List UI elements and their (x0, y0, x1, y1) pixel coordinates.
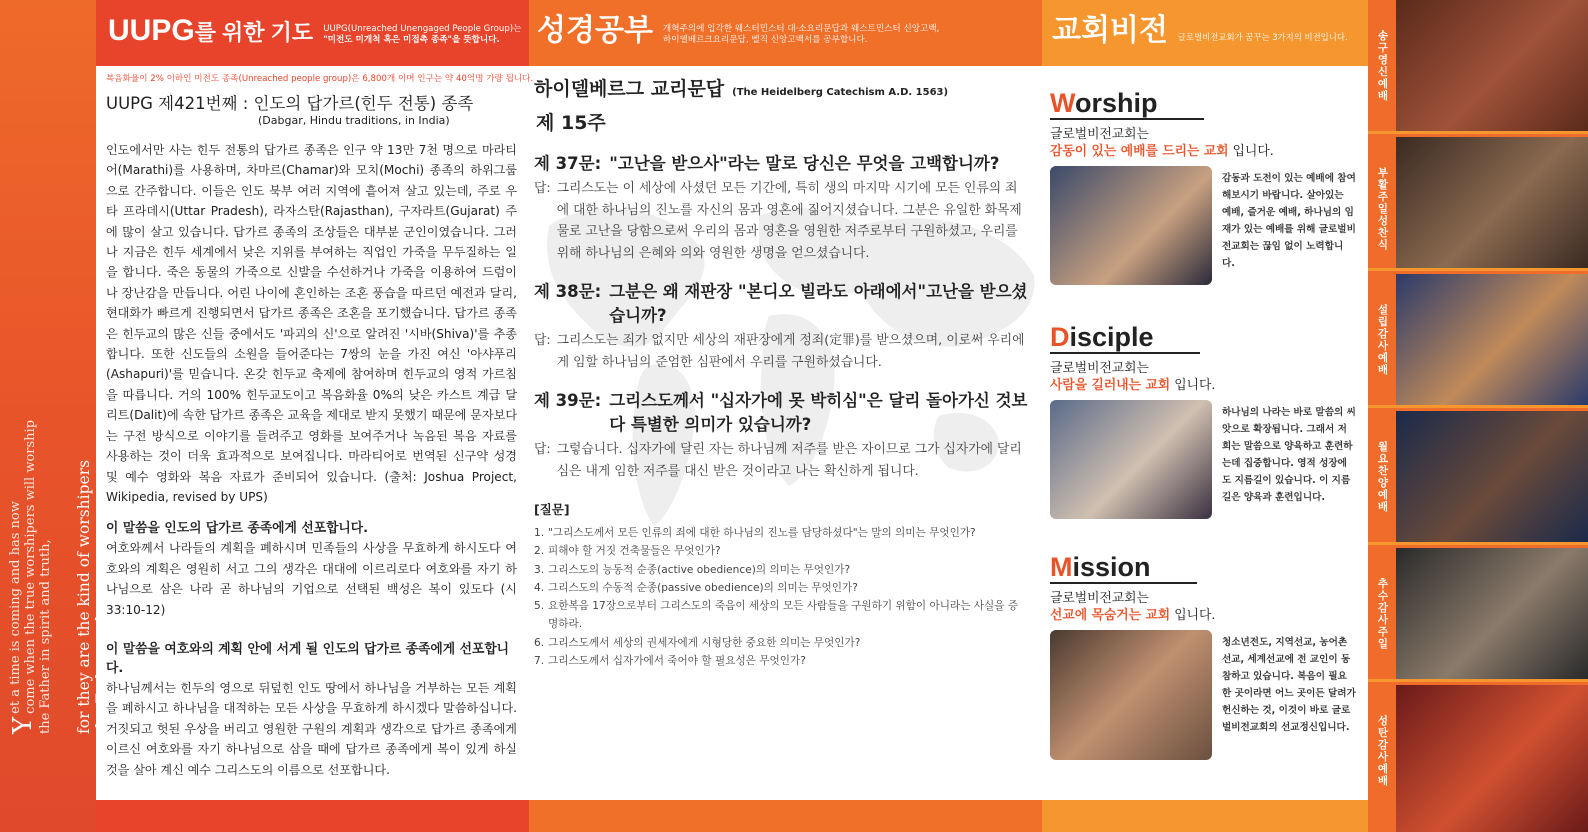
vision-row (1050, 630, 1356, 760)
verse-drop-cap: Y (8, 716, 38, 734)
vision-highlight: 감동이 있는 예배를 드리는 교회 (1050, 144, 1229, 159)
proclaim-text-1: 여호와께서 나라들의 계획을 폐하시며 민족들의 사상을 무효하게 하시도다 여호와의 계획은 영원히 서고 그의 생각은 대대에 이르리로다 여호와를 자기 하나님으로 삼은 나라 곧 하나님의 기업으로 선택된 백성은 복이 있도다 (시 33:10-12) (106, 541, 517, 617)
event-photo (1396, 685, 1588, 832)
list-item: 3. 그리스도의 능동적 순종(active obedience)의 의미는 무엇인가? (534, 561, 1028, 579)
photo-panel (1368, 548, 1588, 682)
vision-desc: 청소년전도, 지역선교, 농어촌선교, 세계선교에 전 교인이 동참하고 있습니다. 복음이 필요한 곳이라면 어느 곳이든 달려가 헌신하는 것, 이것이 바로 글로벌비전교회의 선교정신입니다. (1222, 637, 1356, 733)
vision-suffix: 입니다. (1232, 144, 1274, 159)
disciple-photo (1050, 400, 1212, 519)
vision-heading-rest: ission (1072, 552, 1151, 582)
vision-suffix: 입니다. (1174, 608, 1216, 623)
uupg-subtitle: (Dabgar, Hindu traditions, in India) (258, 114, 450, 127)
vision-column (1042, 66, 1368, 800)
proclaim-heading-2: 이 말씀을 여호와의 계획 안에 서게 될 인도의 답가르 종족에게 선포합니다. (106, 641, 510, 676)
vision-row (1050, 400, 1356, 519)
photo-panel (1368, 274, 1588, 408)
event-photo (1396, 548, 1588, 679)
list-item: 4. 그리스도의 수동적 순종(passive obedience)의 의미는 무엇인가? (534, 579, 1028, 597)
answer-text: 그렇습니다. 십자가에 달린 자는 하나님께 저주를 받은 자이므로 그가 십자가에 달리심은 내게 임한 저주를 대신 받은 것이라고 나는 확신하게 됩니다. (556, 442, 1022, 479)
question-39 (534, 389, 1028, 437)
vision-header (1042, 0, 1368, 66)
question-text: "고난을 받으사"라는 말로 당신은 무엇을 고백합니까? (609, 154, 1000, 173)
photo-label: 부활주일성찬식 (1377, 167, 1389, 251)
uupg-header-desc-1: UUPG(Unreached Unengaged People Group)는 (323, 24, 522, 34)
answer-prefix: 답: (534, 181, 551, 196)
list-item: 2. 피해야 할 거짓 건축물들은 무엇인가? (534, 542, 1028, 560)
vision-mission (1050, 552, 1356, 792)
catechism-title-ko: 하이델베르그 교리문답 (534, 78, 725, 100)
vision-heading-first: M (1050, 552, 1073, 582)
question-number: 제 38문: (534, 282, 602, 301)
footer-bar-1 (96, 800, 529, 832)
question-text: 그분은 왜 재판장 "본디오 빌라도 아래에서"고난을 받으셨습니까? (609, 282, 1028, 325)
vision-heading (1050, 322, 1200, 354)
vision-heading-rest: orship (1075, 88, 1158, 118)
verse-line: the Father in spirit and truth, (38, 539, 53, 734)
vision-worship (1050, 88, 1356, 328)
uupg-notice: 복음화율이 2% 이하인 미전도 종족(Unreached people group)은 6,800개 이며 인구는 약 40억명 가량 됩니다. (106, 74, 534, 84)
catechism-title (534, 76, 1028, 106)
question-item-text: 그리스도께서 세상의 권세자에게 시형당한 중요한 의미는 무엇인가? (548, 636, 861, 649)
catechism-week: 제 15주 (536, 112, 606, 134)
uupg-title: UUPG 제421번째 : 인도의 답가르(힌두 전통) 종족 (106, 94, 474, 113)
vision-heading-first: D (1050, 322, 1070, 352)
question-item-text: 그리스도의 능동적 순종(active obedience)의 의미는 무엇인가? (548, 563, 851, 576)
event-photo (1396, 274, 1588, 405)
photo-panel (1368, 137, 1588, 271)
catechism-column (529, 66, 1042, 800)
list-item: 6. 그리스도께서 세상의 권세자에게 시형당한 중요한 의미는 무엇인가? (534, 634, 1028, 652)
vision-disciple (1050, 322, 1356, 562)
uupg-title-a: UUPG (108, 14, 195, 47)
uupg-header (96, 0, 529, 66)
vision-heading-rest: isciple (1069, 322, 1154, 352)
question-item-text: 그리스도께서 십자가에서 죽어야 할 필요성은 무엇인가? (548, 655, 806, 668)
proclaim-heading-1: 이 말씀을 인도의 답가르 종족에게 선포합니다. (106, 521, 369, 537)
question-38 (534, 280, 1028, 328)
vision-title: 교회비전 (1052, 14, 1168, 47)
footer-bar-3 (1042, 800, 1368, 832)
list-item: 5. 요한복음 17장으로부터 그리스도의 죽음이 세상의 모든 사람들을 구원하기 위함이 아니라는 사실을 증명하라. (534, 597, 1028, 634)
vision-suffix: 입니다. (1174, 378, 1216, 393)
proclaim-text-2: 하나님께서는 힌두의 영으로 뒤덮힌 인도 땅에서 하나님을 거부하는 모든 계획을 폐하시고 하나님을 대적하는 모든 사상을 무효하게 하시겠다 말씀하십니다. 거짓되고 헛된 우상을 버리고 영원한 구원의 계획과 생각으로 답가르 종족에게 이르신 여호와를 자기 하나님으로 삼을 때에 답가르 종족에게 복이 있게 하실 것을 살아 계신 예수 그리스도의 이름으로 선포합니다. (106, 680, 517, 777)
bible-study-title: 성경공부 (537, 14, 653, 47)
answer-37 (534, 178, 1028, 264)
question-item-text: 피해야 할 거짓 건축물들은 무엇인가? (548, 545, 721, 558)
verse-reference: [John 4:23] (97, 531, 110, 594)
uupg-header-title (108, 14, 313, 50)
vision-heading (1050, 88, 1204, 120)
bible-study-desc (663, 24, 939, 46)
question-item-text: 요한복음 17장으로부터 그리스도의 죽음이 세상의 모든 사람들을 구원하기 위함이 아니라는 사실을 증명하라. (548, 600, 1019, 631)
list-item: 1. "그리스도께서 모든 인류의 죄에 대한 하나님의 진노를 담당하셨다"는 말의 의미는 무엇인가? (534, 524, 1028, 542)
vision-intro (1050, 590, 1356, 624)
verse-line: for they are the kind of worshipers (75, 459, 93, 734)
vision-highlight: 선교에 목숨거는 교회 (1050, 608, 1171, 623)
uupg-header-desc (323, 24, 521, 46)
vision-desc: 하나님의 나라는 바로 말씀의 씨앗으로 확장됩니다. 그래서 저희는 말씀으로 양육하고 훈련하는데 집중합니다. 영적 성장에도 지름길이 있습니다. 이 지름길은 양육과 훈련입니다. (1222, 407, 1356, 503)
vision-intro (1050, 360, 1356, 394)
vision-highlight: 사람을 길러내는 교회 (1050, 378, 1171, 393)
answer-text: 그리스도는 죄가 없지만 세상의 재판장에게 정죄(定罪)를 받으셨으며, 이로써 우리에게 임할 하나님의 준엄한 심판에서 우리를 구원하셨습니다. (556, 333, 1025, 370)
uupg-column (96, 66, 534, 800)
event-photo (1396, 137, 1588, 268)
vision-intro (1050, 126, 1356, 160)
vision-church-prefix: 글로벌비전교회는 (1050, 127, 1149, 142)
verse-text (0, 0, 111, 832)
photo-label: 성탄감사예배 (1377, 715, 1389, 787)
vision-row (1050, 166, 1356, 285)
list-item: 7. 그리스도께서 십자가에서 죽어야 할 필요성은 무엇인가? (534, 652, 1028, 670)
photo-label: 월요찬양예배 (1377, 441, 1389, 513)
questions-title: [질문] (534, 502, 570, 517)
photo-panel (1368, 685, 1588, 832)
mission-photo (1050, 630, 1212, 760)
vision-heading-first: W (1050, 88, 1075, 118)
vision-church-prefix: 글로벌비전교회는 (1050, 361, 1149, 376)
question-number: 제 39문: (534, 391, 602, 410)
answer-prefix: 답: (534, 333, 551, 348)
question-37 (534, 152, 1028, 176)
photo-label: 송구영신예배 (1377, 30, 1389, 102)
answer-38 (534, 330, 1028, 373)
photo-panel (1368, 0, 1588, 134)
uupg-body: 인도에서만 사는 힌두 전통의 답가르 종족은 인구 약 13만 7천 명으로 마라티어(Marathi)를 사용하며, 차마르(Chamar)와 모치(Mochi) 종족의 하위그룹으로 간주합니다. 이들은 인도 북부 여러 지역에 흩어져 살고 있는데, 주로 우타 프라데시(Uttar Pradesh), 라자스탄(Rajasthan), 구자라트(Gujarat) 주에 많이 살고 있습니다. 답가르 종족의 조상들은 대부분 군인이였습니다. 그러나 지금은 힌두 세계에서 낮은 지위를 부여하는 직업인 가죽을 무두질하는 일을 합니다. 죽은 동물의 가죽으로 신발을 수선하거나 가죽을 이용하여 드럼이나 장난감을 만듭니다. 어린 나이에 혼인하는 조혼 풍습을 따르던 예전과 달리, 현대화가 빠르게 진행되면서 답가르 종족은 조혼을 포기했습니다. 답가르 종족은 힌두교의 많은 신들 중에서도 '파괴의 신'으로 알려진 '시바(Shiva)'를 추종합니다. 또한 신도들의 소원을 들어준다는 7쌍의 눈을 가진 여신 '아샤푸리(Ashapuri)'를 믿습니다. 온갖 힌두교 축제에 참여하며 힌두교의 영적 가르침을 따릅니다. 거의 100% 힌두교도이고 복음화율 0%의 낮은 카스트 계급 달리트(Dalit)에 속한 답가르 종족은 교육을 제대로 받지 못했기 때문에 문자보다는 구전 방식으로 이야기를 들려주고 영화를 보여주거나 녹음된 복음 자료를 사용하는 것이 더욱 효과적으로 보여집니다. 마라티어로 번역된 신구약 성경 및 예수 영화와 복음 자료가 준비되어 있습니다. (출처: Joshua Project, Wikipedia, revised by UPS) (106, 143, 518, 504)
event-photo (1396, 411, 1588, 542)
question-item-text: 그리스도의 수동적 순종(passive obedience)의 의미는 무엇인가? (548, 581, 858, 594)
question-number: 제 37문: (534, 154, 602, 173)
footer-bar-2 (529, 800, 1042, 832)
catechism-content (534, 76, 1028, 670)
verse-line: the Father seeks. (93, 598, 111, 734)
vision-desc: 감동과 도전이 있는 예배에 참여해보시기 바랍니다. 살아있는 예배, 즐거운 예배, 하나님의 임재가 있는 예배를 위해 글로벌비전교회는 끊임 없이 노력합니다. (1222, 173, 1356, 269)
verse-line: et a time is coming and has now (8, 501, 23, 714)
question-text: 그리스도께서 "십자가에 못 박히심"은 달리 돌아가신 것보다 특별한 의미가 있습니까? (609, 391, 1028, 434)
uupg-title-b: 를 위한 기도 (194, 20, 314, 45)
answer-text: 그리스도는 이 세상에 사셨던 모든 기간에, 특히 생의 마지막 시기에 모든 인류의 죄에 대한 하나님의 진노를 자신의 몸과 영혼에 짊어지셨습니다. 그분은 유일한 화목제물로 고난을 당함으로써 우리의 몸과 영혼을 영원한 저주로부터 구원하셨고, 우리를 위해 하나님의 은혜와 의와 영원한 생명을 얻으셨습니다. (556, 181, 1022, 261)
worship-photo (1050, 166, 1212, 285)
answer-39 (534, 439, 1028, 482)
uupg-header-desc-2: "미전도 미개척 혹은 미접촉 종족"을 뜻합니다. (323, 35, 500, 45)
verse-line: come when the true worshipers will worship (23, 419, 38, 714)
answer-prefix: 답: (534, 442, 551, 457)
bible-study-desc-1: 개혁주의에 입각한 웨스터민스터 대·소요리문답과 웨스트민스터 신앙고백, (662, 24, 940, 34)
right-photo-strip (1368, 0, 1588, 832)
left-verse-strip (0, 0, 111, 832)
photo-panel (1368, 411, 1588, 545)
bible-study-desc-2: 하이델베르크요리문답, 벨직 신앙고백서를 공부합니다. (662, 35, 868, 45)
photo-label: 추수감사주일 (1377, 578, 1389, 650)
photo-label: 설립감사예배 (1377, 304, 1389, 376)
catechism-title-en: (The Heidelberg Catechism A.D. 1563) (732, 87, 949, 98)
question-item-text: "그리스도께서 모든 인류의 죄에 대한 하나님의 진노를 담당하셨다"는 말의 의미는 무엇인가? (548, 527, 976, 539)
vision-desc: 글로벌비전교회가 꿈꾸는 3가지의 비전입니다. (1177, 32, 1348, 42)
vision-church-prefix: 글로벌비전교회는 (1050, 591, 1149, 606)
event-photo (1396, 0, 1588, 131)
questions-list (534, 524, 1028, 670)
vision-heading (1050, 552, 1197, 584)
bible-study-header (529, 0, 1042, 66)
